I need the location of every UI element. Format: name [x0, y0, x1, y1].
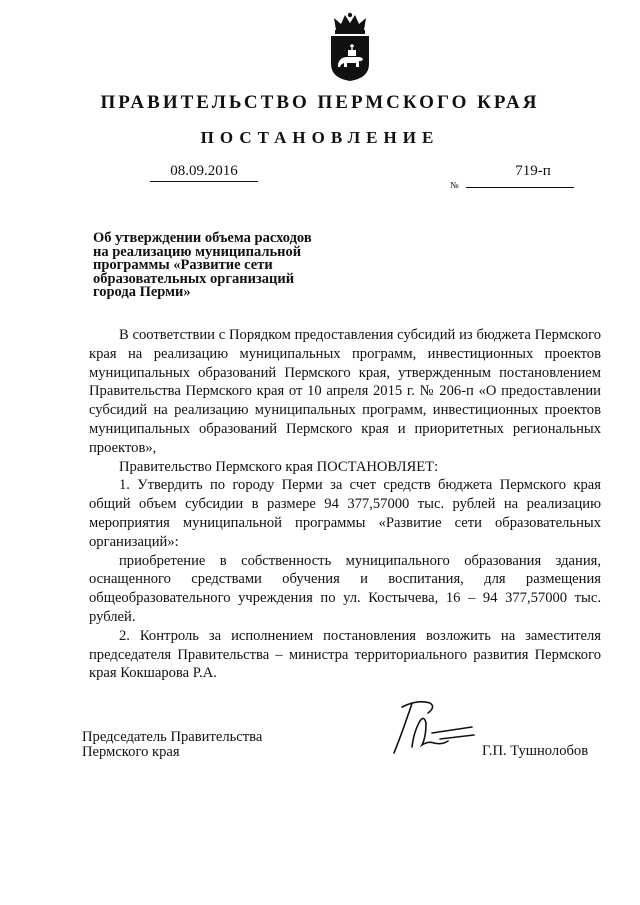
government-title: ПРАВИТЕЛЬСТВО ПЕРМСКОГО КРАЯ — [100, 92, 540, 113]
subject-line: города Перми» — [93, 284, 191, 301]
document-date — [150, 163, 258, 182]
subject-line: программы «Развитие сети — [93, 257, 273, 274]
signatory-name: Г.П. Тушнолобов — [482, 743, 589, 759]
body-paragraph: В соответствии с Порядком предоставления субсидий из бюджета Пермского края на реализацию муниципальных программ, инвестиционных проектов муниципальных образований Пермского края, утвержденным постановлением Правительства Пермского края от 10 апреля 2015 г. № 206-п «О предоставлении субсидий на реализацию муниципальных программ, инвестиционных проектов муниципальных образований Пермского края и приоритетных региональных проектов», — [89, 327, 601, 456]
body-paragraph: приобретение в собственность муниципального образования здания, оснащенного средствами обучения и воспитания, для размещения общеобразовательного учреждения по ул. Костычева, 16 – 94 377,57000 тыс. рублей. — [89, 552, 601, 625]
date-value: 08.09.2016 — [170, 163, 238, 179]
document-type-title: ПОСТАНОВЛЕНИЕ — [200, 128, 440, 147]
number-value: 719-п — [515, 163, 551, 179]
number-underline — [466, 187, 574, 188]
document-subject — [93, 232, 333, 300]
subject-line: на реализацию муниципальной — [93, 243, 302, 260]
body-paragraph: 1. Утвердить по городу Перми за счет средств бюджета Пермского края общий объем субсидии в размере 94 377,57000 тыс. рублей на реализацию мероприятия муниципальной программы «Развитие сети образовательных организаций»: — [89, 477, 601, 550]
handwritten-signature-icon — [388, 693, 478, 759]
body-paragraph: 2. Контроль за исполнением постановления возложить на заместителя председателя Правительства – министра территориального развития Пермского края Кокшарова Р.А. — [89, 627, 601, 682]
subject-line: образовательных организаций — [93, 270, 295, 287]
number-sign: № — [450, 180, 459, 190]
subject-line: Об утверждении объема расходов — [93, 230, 312, 246]
position-line: Пермского края — [82, 743, 180, 760]
signatory-position — [82, 730, 322, 759]
position-line: Председатель Правительства — [82, 729, 263, 745]
date-underline — [150, 181, 258, 182]
document-body — [89, 326, 601, 683]
body-paragraph: Правительство Пермского края ПОСТАНОВЛЯЕТ: — [119, 458, 439, 475]
perm-krai-coat-of-arms-icon — [328, 12, 372, 82]
